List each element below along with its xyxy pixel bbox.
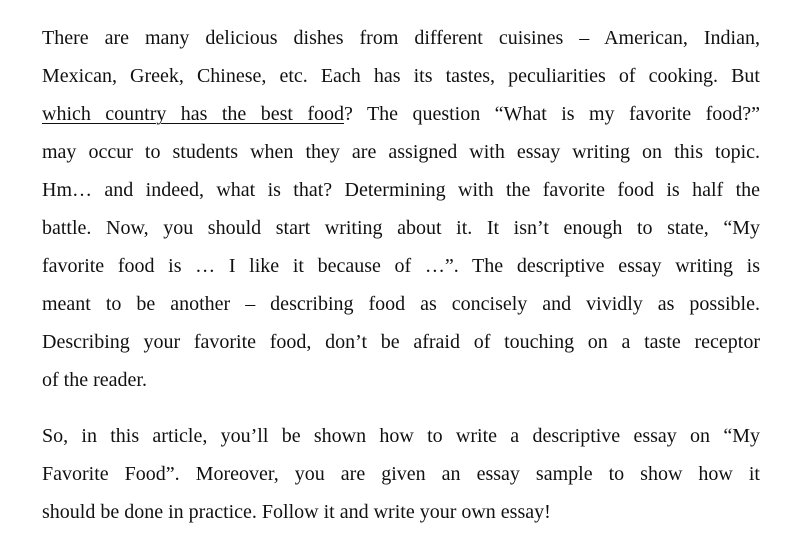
text-line: favorite food is … I like it because of …”. The descriptive essay writing is xyxy=(42,255,760,277)
text-line: of the reader. xyxy=(42,369,147,391)
text-line: meant to be another – describing food as concisely and vividly as possible. xyxy=(42,293,760,315)
best-food-country-link[interactable]: which country has the best food xyxy=(42,103,345,125)
text-line: There are many delicious dishes from different cuisines – American, Indian, xyxy=(42,27,760,49)
text-line: Describing your favorite food, don’t be afraid of touching on a taste receptor xyxy=(42,331,760,353)
text-line: may occur to students when they are assigned with essay writing on this topic. xyxy=(42,141,760,163)
text-line: Favorite Food”. Moreover, you are given an essay sample to show how it xyxy=(42,463,760,485)
text-line: So, in this article, you’ll be shown how to write a descriptive essay on “My xyxy=(42,425,760,447)
text-line: Hm… and indeed, what is that? Determining with the favorite food is half the xyxy=(42,179,760,201)
text-line: should be done in practice. Follow it and write your own essay! xyxy=(42,501,551,523)
text-line-rest: ? The question “What is my favorite food?” xyxy=(344,103,760,125)
text-line-with-link xyxy=(42,102,760,126)
text-line: battle. Now, you should start writing about it. It isn’t enough to state, “My xyxy=(42,217,760,239)
text-line: Mexican, Greek, Chinese, etc. Each has its tastes, peculiarities of cooking. But xyxy=(42,65,760,87)
